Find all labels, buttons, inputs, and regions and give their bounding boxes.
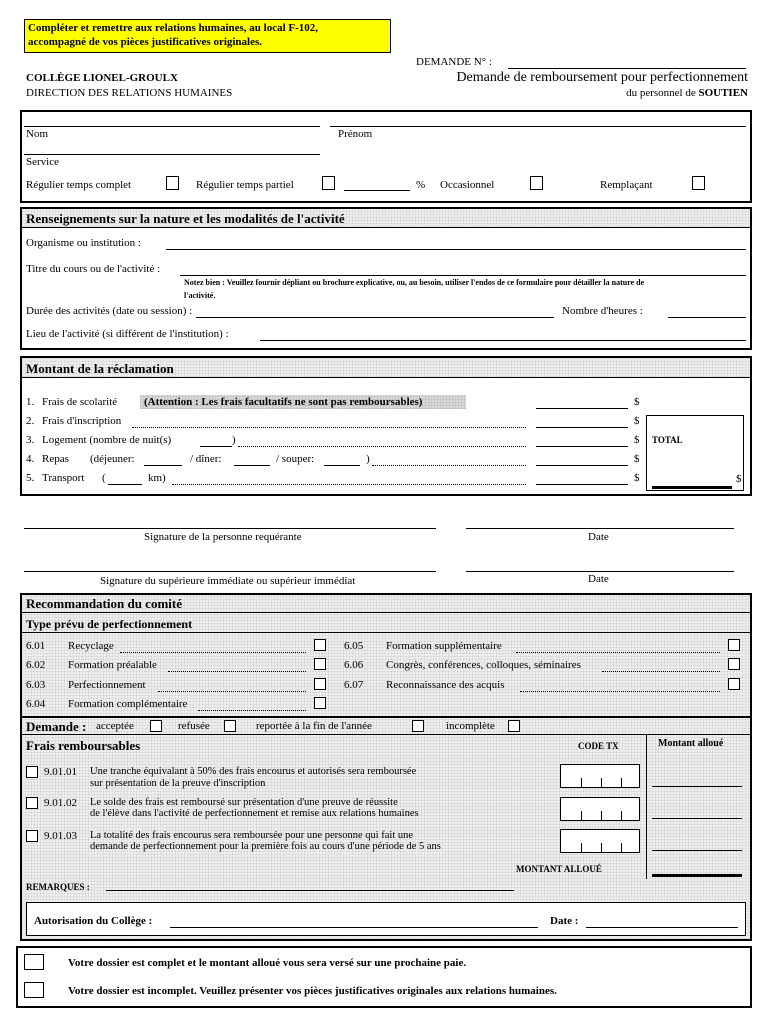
type-6-03-checkbox[interactable] (314, 678, 326, 690)
dejeuner-field[interactable] (144, 465, 182, 466)
nom-field[interactable] (24, 126, 320, 127)
diner-field[interactable] (234, 465, 270, 466)
transport-open: ( (102, 472, 106, 484)
claim-item-4-num: 4. (26, 453, 35, 465)
type-6-03-code: 6.03 (26, 679, 46, 691)
activity-title: Renseignements sur la nature et les modalités de l'activité (26, 211, 345, 226)
code-box-tick (581, 843, 582, 852)
demande-no-field[interactable] (508, 68, 746, 69)
remarques-field[interactable] (106, 890, 514, 891)
percent-label: % (416, 179, 426, 191)
code-box-tick (621, 811, 622, 820)
repas-leader (372, 465, 526, 466)
type-6-05-checkbox[interactable] (728, 639, 740, 651)
reportee-label: reportée à la fin de l'année (256, 720, 372, 732)
type-6-06-code: 6.06 (344, 659, 364, 671)
college-name: COLLÈGE LIONEL-GROULX (26, 72, 178, 84)
frais-9-01-01-code-box[interactable] (560, 764, 640, 788)
claim-item-5-num: 5. (26, 472, 35, 484)
remarques-label: REMARQUES : (26, 882, 90, 892)
committee-title: Recommandation du comité (26, 596, 182, 611)
dossier-incomplet-checkbox[interactable] (24, 982, 44, 998)
montant-alloue-header: Montant alloué (658, 738, 724, 749)
nuits-field[interactable] (200, 446, 232, 447)
nuits-bracket-close: ) (232, 434, 236, 446)
code-box-tick (621, 778, 622, 787)
refusee-label: refusée (178, 720, 210, 732)
dollar-3: $ (634, 434, 640, 446)
total-amount-field[interactable] (652, 486, 732, 489)
frais-9-01-02-line2: de l'élève dans l'activité de perfectionnement et remise aux relations humaines (90, 808, 419, 819)
frais-9-01-02-code: 9.01.02 (44, 797, 77, 809)
dossier-complet-checkbox[interactable] (24, 954, 44, 970)
notice-line-2: accompagné de vos pièces justificatives originales. (28, 36, 263, 48)
direction-name: DIRECTION DES RELATIONS HUMAINES (26, 87, 233, 99)
signature-date-1-label: Date (588, 531, 609, 543)
incomplete-label: incomplète (446, 720, 495, 732)
claim-item-4-label: Repas (42, 453, 69, 465)
repas-close: ) (366, 453, 370, 465)
type-6-02-label: Formation préalable (68, 659, 157, 671)
claim-item-2-num: 2. (26, 415, 35, 427)
service-label: Service (26, 156, 59, 168)
code-box-tick (601, 778, 602, 787)
dejeuner-label: (déjeuner: (90, 453, 135, 465)
subtitle-prefix: du personnel de (626, 87, 696, 99)
subtitle-category: SOUTIEN (698, 87, 748, 99)
heures-label: Nombre d'heures : (562, 305, 643, 317)
prenom-label: Prénom (338, 128, 373, 140)
organisme-label: Organisme ou institution : (26, 237, 141, 249)
montant-alloue-column (646, 735, 750, 879)
duree-label: Durée des activités (date ou session) : (26, 305, 193, 317)
percent-field[interactable] (344, 190, 410, 191)
reportee-checkbox[interactable] (412, 720, 424, 732)
type-6-07-code: 6.07 (344, 679, 364, 691)
type-6-06-label: Congrès, conférences, colloques, séminaires (386, 659, 581, 671)
type-6-07-checkbox[interactable] (728, 678, 740, 690)
acceptee-checkbox[interactable] (150, 720, 162, 732)
signature-superieur-label: Signature du supérieure immédiate ou supérieur immédiat (100, 575, 356, 587)
signature-date-1-field[interactable] (466, 528, 734, 529)
type-6-05-code: 6.05 (344, 640, 364, 652)
montant-alloue-total[interactable] (652, 874, 742, 877)
code-box-tick (581, 811, 582, 820)
type-6-01-checkbox[interactable] (314, 639, 326, 651)
dossier-complet-text: Votre dossier est complet et le montant alloué vous sera versé sur une prochaine paie. (68, 957, 467, 969)
frais-9-01-01-code: 9.01.01 (44, 766, 77, 778)
logement-leader (238, 446, 526, 447)
scolarite-amount-field[interactable] (536, 408, 628, 409)
service-field[interactable] (24, 154, 320, 155)
autorisation-date-label: Date : (550, 915, 579, 927)
claim-item-1-num: 1. (26, 396, 35, 408)
type-6-02-checkbox[interactable] (314, 658, 326, 670)
dossier-incomplet-text: Votre dossier est incomplet. Veuillez présenter vos pièces justificatives originales aux relations humaines. (68, 985, 557, 997)
autorisation-field[interactable] (170, 927, 538, 928)
type-6-01-leader (120, 652, 306, 653)
frais-9-01-03-code-box[interactable] (560, 829, 640, 853)
type-6-04-code: 6.04 (26, 698, 46, 710)
frais-9-01-02-code-box[interactable] (560, 797, 640, 821)
claim-item-5-label: Transport (42, 472, 85, 484)
demande-row-top (22, 716, 750, 718)
repas-amount-field[interactable] (536, 465, 628, 466)
refusee-checkbox[interactable] (224, 720, 236, 732)
regulier-partiel-checkbox[interactable] (322, 176, 335, 190)
type-6-05-leader (516, 652, 720, 653)
dollar-5: $ (634, 472, 640, 484)
autorisation-label: Autorisation du Collège : (34, 915, 153, 927)
titre-field[interactable] (180, 275, 746, 276)
type-6-01-code: 6.01 (26, 640, 46, 652)
frais-9-01-03-checkbox[interactable] (26, 830, 38, 842)
type-6-06-leader (602, 671, 720, 672)
code-tx-label: CODE TX (578, 741, 619, 751)
type-6-04-checkbox[interactable] (314, 697, 326, 709)
code-box-tick (601, 811, 602, 820)
signature-date-2-label: Date (588, 573, 609, 585)
souper-label: / souper: (276, 453, 315, 465)
frais-9-01-01-line1: Une tranche équivalant à 50% des frais encourus et autorisés sera remboursée (90, 766, 417, 777)
dollar-2: $ (634, 415, 640, 427)
frais-9-01-01-line2: sur présentation de la preuve d'inscription (90, 778, 266, 789)
incomplete-checkbox[interactable] (508, 720, 520, 732)
attention-note: (Attention : Les frais facultatifs ne sont pas remboursables) (144, 396, 423, 408)
autorisation-date-field[interactable] (586, 927, 738, 928)
frais-9-01-02-checkbox[interactable] (26, 797, 38, 809)
occasionnel-label: Occasionnel (440, 179, 495, 191)
note-line-2: l'activité. (184, 291, 216, 300)
regulier-complet-label: Régulier temps complet (26, 179, 132, 191)
total-dollar: $ (736, 473, 742, 485)
note-line-1: Notez bien : Veuillez fournir dépliant ou brochure explicative, ou, au besoin, utiliser l'endos de ce formulaire pour détailler la nature de (184, 278, 645, 287)
prenom-field[interactable] (330, 126, 746, 127)
organisme-field[interactable] (166, 249, 746, 250)
code-box-tick (621, 843, 622, 852)
type-6-06-checkbox[interactable] (728, 658, 740, 670)
inscription-leader (132, 427, 526, 428)
frais-9-01-03-code: 9.01.03 (44, 830, 77, 842)
km-label: km) (148, 472, 166, 484)
frais-9-01-03-line2: demande de perfectionnement pour la première fois au cours d'une période de 5 ans (90, 841, 441, 852)
frais-9-01-02-amount[interactable] (652, 818, 742, 819)
transport-amount-field[interactable] (536, 484, 628, 485)
type-6-04-leader (198, 710, 306, 711)
dollar-1: $ (634, 396, 640, 408)
type-6-03-leader (158, 691, 306, 692)
regulier-partiel-label: Régulier temps partiel (196, 179, 294, 191)
frais-9-01-01-amount[interactable] (652, 786, 742, 787)
nom-label: Nom (26, 128, 48, 140)
type-title: Type prévu de perfectionnement (26, 617, 193, 631)
km-field[interactable] (108, 484, 142, 485)
signature-requerante-label: Signature de la personne requérante (144, 531, 302, 543)
occasionnel-checkbox[interactable] (530, 176, 543, 190)
type-6-02-code: 6.02 (26, 659, 46, 671)
transport-leader (172, 484, 526, 485)
signature-requerante-field[interactable] (24, 528, 436, 529)
regulier-complet-checkbox[interactable] (166, 176, 179, 190)
type-6-04-label: Formation complémentaire (68, 698, 188, 710)
frais-9-01-01-checkbox[interactable] (26, 766, 38, 778)
type-6-01-label: Recyclage (68, 640, 114, 652)
type-6-02-leader (168, 671, 306, 672)
demande-no-label: DEMANDE N° : (416, 56, 492, 68)
heures-field[interactable] (668, 317, 746, 318)
claim-title: Montant de la réclamation (26, 361, 174, 376)
souper-field[interactable] (324, 465, 360, 466)
diner-label: / dîner: (190, 453, 222, 465)
type-6-07-label: Reconnaissance des acquis (386, 679, 505, 691)
signature-date-2-field[interactable] (466, 571, 734, 572)
total-label: TOTAL (652, 435, 683, 445)
code-box-tick (601, 843, 602, 852)
claim-item-1-label: Frais de scolarité (42, 396, 118, 408)
notice-line-1: Compléter et remettre aux relations humaines, au local F-102, (28, 22, 319, 34)
logement-amount-field[interactable] (536, 446, 628, 447)
remplacant-label: Remplaçant (600, 179, 653, 191)
frais-9-01-03-line1: La totalité des frais encourus sera remboursée pour une personne qui fait une (90, 830, 414, 841)
remplacant-checkbox[interactable] (692, 176, 705, 190)
demande-label: Demande : (26, 719, 87, 734)
claim-item-3-label: Logement (nombre de nuit(s) (42, 434, 172, 446)
frais-9-01-02-line1: Le solde des frais est remboursé sur présentation d'une preuve de réussite (90, 797, 398, 808)
acceptee-label: acceptée (96, 720, 134, 732)
dollar-4: $ (634, 453, 640, 465)
titre-label: Titre du cours ou de l'activité : (26, 263, 161, 275)
code-box-tick (581, 778, 582, 787)
form-title: Demande de remboursement pour perfectionnement (456, 70, 748, 85)
type-6-05-label: Formation supplémentaire (386, 640, 502, 652)
lieu-label: Lieu de l'activité (si différent de l'institution) : (26, 328, 229, 340)
frais-title: Frais remboursables (26, 738, 141, 753)
duree-field[interactable] (196, 317, 554, 318)
montant-alloue-label: MONTANT ALLOUÉ (516, 864, 602, 874)
type-6-03-label: Perfectionnement (68, 679, 146, 691)
signature-superieur-field[interactable] (24, 571, 436, 572)
claim-item-3-num: 3. (26, 434, 35, 446)
footer-box (16, 946, 752, 1008)
inscription-amount-field[interactable] (536, 427, 628, 428)
frais-9-01-03-amount[interactable] (652, 850, 742, 851)
frais-row-top (22, 734, 750, 735)
claim-item-2-label: Frais d'inscription (42, 415, 122, 427)
form-subtitle (626, 87, 748, 99)
total-box (646, 415, 744, 491)
lieu-field[interactable] (260, 340, 746, 341)
type-6-07-leader (520, 691, 720, 692)
